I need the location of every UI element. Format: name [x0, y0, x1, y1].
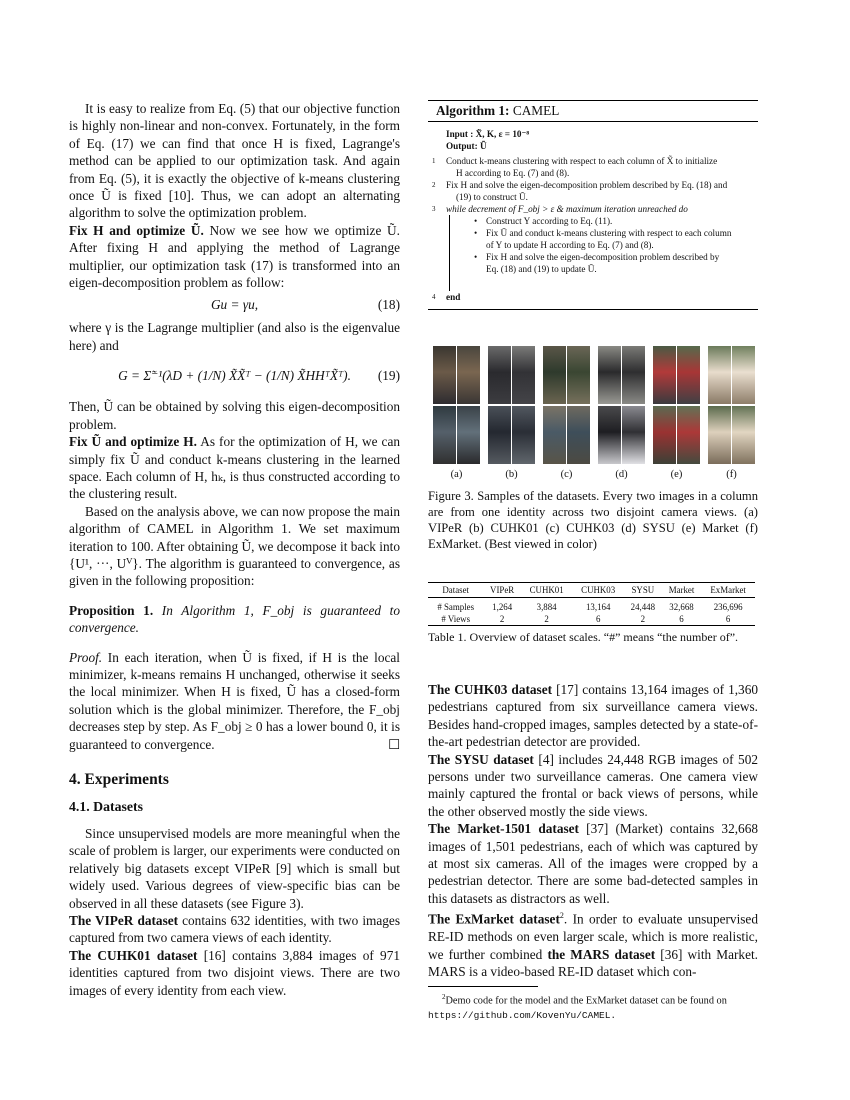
pedestrian-image [708, 406, 731, 464]
figure-caption: Figure 3. Samples of the datasets. Every two images in a column are from one identity across two disjoint camera views. (a) VIPeR (b) CUHK01 (c) CUHK03 (d) SYSU (e) Market (f) ExMarket. (Best viewed in color) [428, 489, 758, 551]
line-number: 3 [432, 205, 436, 213]
line-text: Conduct k-means clustering with respect to each column of X̃ to initialize [446, 156, 718, 166]
table-header: CUHK01 [521, 583, 573, 598]
footnote-url[interactable]: https://github.com/KovenYu/CAMEL. [428, 1009, 617, 1021]
table-cell: 2 [521, 613, 573, 626]
algorithm-output: Output: Ũ [446, 141, 487, 151]
line-text: Fix H and solve the eigen-decomposition problem described by Eq. (18) and [446, 180, 728, 190]
paragraph: Then, Ũ can be obtained by solving this eigen-decomposition problem. [69, 399, 400, 432]
proof-text: In each iteration, when Ũ is fixed, if H is the local minimizer, k-means remains H unchanged, otherwise it seeks the local minimizer. When H is fixed, Ũ has a closed-form solution which is the global minimizer. Therefore, the F_obj decreases step by step. As F_obj ≥ 0 has a lower bound 0, it is guaranteed to convergence. [69, 649, 400, 752]
pedestrian-image [433, 346, 456, 404]
algorithm-bullet: • Fix Ũ and conduct k-means clustering with respect to each column [428, 227, 758, 239]
table-cell: 2 [483, 613, 520, 626]
table-cell: 6 [662, 613, 702, 626]
pedestrian-image [567, 346, 590, 404]
image-column-sysu [598, 346, 645, 464]
pedestrian-image [567, 406, 590, 464]
table-row [428, 598, 755, 614]
paragraph [428, 820, 758, 907]
equation-number: (19) [377, 368, 400, 384]
paragraph [69, 222, 400, 292]
table-header: Market [662, 583, 702, 598]
image-column-exmarket [708, 346, 755, 464]
paragraph [428, 681, 758, 751]
proposition-text: In Algorithm 1, F_obj is guaranteed to convergence. [69, 602, 400, 636]
paragraph-text: [4] includes 24,448 RGB images of 502 persons under two surveillance cameras. One camera view mainly captured the frontal or back views of persons, while the other observed mostly the side views. [428, 751, 758, 819]
paragraph-text: Now we see how we optimize Ũ. After fixing H and applying the method of Lagrange multiplier, our optimization task (17) is transformed into an eigen-decomposition problem as follow: [69, 222, 400, 291]
footnote [428, 990, 758, 1008]
right-column [428, 100, 758, 1023]
pedestrian-image [598, 406, 621, 464]
run-in-heading: Fix H and optimize Ũ. [69, 222, 204, 238]
proof-head: Proof. [69, 649, 103, 665]
table-cell: 1,264 [492, 602, 513, 612]
pedestrian-image [653, 406, 676, 464]
subsection-heading: 4.1. Datasets [69, 799, 143, 814]
pedestrian-image [488, 406, 511, 464]
algorithm-label: Algorithm 1: [436, 103, 510, 118]
subfigure-label: (f) [726, 469, 737, 480]
algorithm-line-3 [428, 203, 758, 215]
sample-image-grid [428, 346, 758, 464]
table-cell: 32,668 [669, 602, 694, 612]
dataset-table [428, 582, 755, 626]
footnote-marker: 2 [442, 993, 446, 1002]
run-in-heading: The CUHK03 dataset [428, 682, 553, 697]
table-cell: # Samples [437, 602, 475, 612]
pedestrian-image [708, 346, 731, 404]
pedestrian-image [732, 346, 755, 404]
pedestrian-image [543, 346, 566, 404]
paragraph-text: As for the optimization of H, we can simply fix Ũ and conduct k-means clustering in the learned space. Each column of H, hₖ, is thus constructed according to the clustering result. [69, 434, 400, 502]
subfigure-label: (a) [450, 469, 463, 480]
subfigure-label: (d) [615, 469, 628, 480]
paragraph-text: [36] with Market. MARS is a video-based RE-ID dataset which con- [428, 946, 758, 979]
algorithm-box [428, 100, 758, 310]
subfigure-label: (e) [670, 469, 683, 480]
run-in-heading: The ExMarket dataset [428, 911, 560, 927]
figure-3 [428, 346, 758, 552]
subfigure-label: (c) [560, 469, 573, 480]
line-text: end [446, 292, 461, 302]
algorithm-bullet-cont: of Y to update H according to Eq. (7) and (8). [486, 240, 654, 250]
while-block [428, 215, 758, 291]
paragraph [69, 947, 400, 999]
proposition [69, 602, 400, 637]
equation-number: (18) [377, 297, 400, 313]
paragraph-text: [16] contains 3,884 images of 971 identities captured from two disjoint views. There are two images of every identity from each view. [69, 947, 400, 998]
equation-19 [69, 354, 400, 398]
algorithm-line-2 [428, 179, 758, 191]
proposition-head: Proposition 1. [69, 602, 154, 618]
section-heading: 4. Experiments [69, 771, 169, 788]
paragraph [428, 907, 758, 980]
pedestrian-image [457, 346, 480, 404]
proof [69, 649, 400, 753]
line-number: 4 [432, 293, 436, 301]
line-number: 2 [432, 181, 436, 189]
paragraph [428, 751, 758, 821]
pedestrian-image [512, 406, 535, 464]
run-in-heading: The SYSU dataset [428, 751, 534, 767]
paragraph: Based on the analysis above, we can now propose the main algorithm of CAMEL in Algorithm 1. We set maximum iteration to 100. After obtaining Ũ, we decompose it back into {U¹, ···, Uⱽ}. The algorithm is guaranteed to convergence, as given in the following proposition: [69, 503, 400, 589]
algorithm-line-1-cont: H according to Eq. (7) and (8). [456, 168, 570, 178]
table-header: VIPeR [483, 583, 520, 598]
algorithm-bullet-cont: Eq. (18) and (19) to update Ũ. [486, 264, 597, 274]
image-column-viper [433, 346, 480, 464]
table-cell: 6 [572, 613, 624, 626]
table-cell: 236,696 [713, 602, 743, 612]
pedestrian-image [598, 346, 621, 404]
equation-text: Gu = γu, [210, 297, 259, 313]
footnote-rule [428, 986, 538, 987]
table-cell: 2 [624, 613, 662, 626]
paragraph: where γ is the Lagrange multiplier (and also is the eigenvalue here) and [69, 320, 400, 353]
paragraph: It is easy to realize from Eq. (5) that our objective function is highly non-linear and non-convex. Fortunately, in the form of Eq. (17) we can find that once H is fixed, Lagrange's method can be applied to our optimization task. And again from Eq. (5), it is exactly the objective of k-means clustering once Ũ is fixed [10]. Thus, we can adopt an alternating algorithm to solve the optimization problem. [69, 101, 400, 221]
image-column-market [653, 346, 700, 464]
algorithm-line-4 [428, 291, 758, 303]
pedestrian-image [677, 406, 700, 464]
pedestrian-image [622, 346, 645, 404]
table-caption: Table 1. Overview of dataset scales. “#” means “the number of”. [428, 630, 739, 644]
table-cell: # Views [428, 613, 483, 626]
pedestrian-image [488, 346, 511, 404]
algorithm-bullet: • Construct Y according to Eq. (11). [428, 215, 758, 227]
footnote-marker: 2 [559, 911, 564, 921]
line-text: while decrement of F_obj > ε & maximum iteration unreached do [446, 204, 688, 214]
pedestrian-image [677, 346, 700, 404]
table-cell: 6 [701, 613, 755, 626]
paragraph [69, 912, 400, 947]
table-header-row [428, 583, 755, 598]
table-header: SYSU [624, 583, 662, 598]
table-1 [428, 582, 758, 645]
right-body-text [428, 681, 758, 1023]
equation-18 [69, 291, 400, 319]
inline-bold: the MARS dataset [547, 946, 656, 962]
pedestrian-image [653, 346, 676, 404]
pedestrian-image [732, 406, 755, 464]
qed-symbol: ☐ [388, 736, 400, 752]
table-cell: 24,448 [630, 602, 656, 612]
table-cell: 13,164 [585, 602, 611, 612]
algorithm-name: CAMEL [509, 103, 560, 118]
line-number: 1 [432, 157, 436, 165]
run-in-heading: The VIPeR dataset [69, 913, 179, 929]
paragraph: Since unsupervised models are more meaningful when the scale of problem is larger, our experiments were conducted on relatively big datasets except VIPeR [9] which is small but widely used. Various degrees of view-specific bias can be observed in all these datasets (see Figure 3). [69, 826, 400, 911]
paragraph-text: contains 632 identities, with two images captured from two camera views of each identity. [69, 913, 400, 946]
pedestrian-image [457, 406, 480, 464]
paragraph-text: [37] (Market) contains 32,668 images of 1,501 pedestrians, each of which was captured by at most six cameras. All of the images were cropped by a pedestrian detector. There are some bad-detected samples in this datasets as distractors as well. [428, 821, 758, 906]
image-column-cuhk01 [488, 346, 535, 464]
footnote-text: Demo code for the model and the ExMarket dataset can be found on [445, 995, 727, 1007]
run-in-heading: The Market-1501 dataset [428, 821, 579, 837]
paragraph [69, 433, 400, 503]
algorithm-title [428, 101, 758, 122]
pedestrian-image [433, 406, 456, 464]
algorithm-bullet: • Fix H and solve the eigen-decomposition problem described by [428, 251, 758, 263]
paragraph-text: . In order to evaluate unsupervised RE-ID methods on even larger scale, which is more realistic, we further combined [428, 911, 758, 962]
equation-text: G = Σ̃⁻¹(λD + (1/N) X̃X̃ᵀ − (1/N) X̃HHᵀX̃ᵀ). [118, 368, 351, 384]
image-column-cuhk03 [543, 346, 590, 464]
subfigure-label: (b) [505, 469, 518, 480]
algorithm-input: Input : X̃, K, ε = 10⁻⁸ [446, 129, 530, 139]
table-header: Dataset [428, 583, 483, 598]
algorithm-line-1 [428, 155, 758, 167]
table-header: CUHK03 [572, 583, 624, 598]
run-in-heading: The CUHK01 dataset [69, 947, 198, 963]
left-column [69, 100, 400, 999]
run-in-heading: Fix Ũ and optimize H. [69, 434, 197, 450]
pedestrian-image [512, 346, 535, 404]
algorithm-line-2-cont: (19) to construct Ũ. [456, 192, 528, 202]
pedestrian-image [543, 406, 566, 464]
pedestrian-image [622, 406, 645, 464]
paragraph-text: [17] contains 13,164 images of 1,360 pedestrians captured from six surveillance camera views. Besides hand-cropped images, samples detected by a state-of-the-art pedestrian detector are provided. [428, 682, 758, 750]
subfigure-labels [428, 469, 758, 480]
table-header: ExMarket [701, 583, 755, 598]
table-row [428, 613, 755, 626]
table-cell: 3,884 [536, 602, 557, 612]
